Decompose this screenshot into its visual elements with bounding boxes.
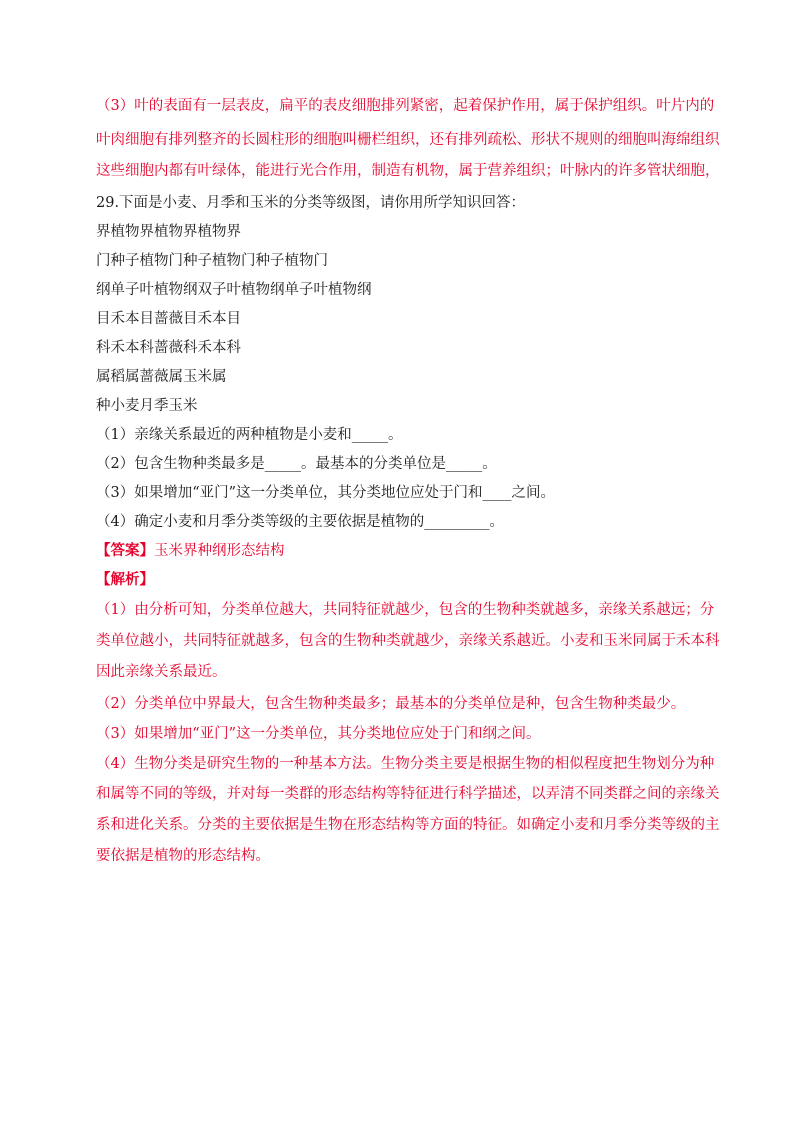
analysis-p4-line-4: 要依据是植物的形态结构。 xyxy=(96,848,270,864)
sub-question-3: （3）如果增加“亚门”这一分类单位，其分类地位应处于门和____之间。 xyxy=(96,485,556,501)
classification-row-kingdom: 界植物界植物界植物界 xyxy=(96,224,241,240)
classification-row-order: 目禾本目蔷薇目禾本目 xyxy=(96,311,241,327)
prev-answer-line-3: 这些细胞内都有叶绿体，能进行光合作用，制造有机物，属于营养组织；叶脉内的许多管状细胞， xyxy=(96,163,720,179)
analysis-p3: （3）如果增加“亚门”这一分类单位，其分类地位应处于门和纲之间。 xyxy=(96,726,541,742)
sub-question-4: （4）确定小麦和月季分类等级的主要依据是植物的_________。 xyxy=(96,514,504,530)
analysis-p4-line-3: 系和进化关系。分类的主要依据是生物在形态结构等方面的特征。如确定小麦和月季分类等级的主 xyxy=(96,817,720,833)
prev-answer-line-1: （3）叶的表面有一层表皮，扁平的表皮细胞排列紧密，起着保护作用，属于保护组织。叶片内的 xyxy=(96,98,715,114)
analysis-label: 【解析】 xyxy=(96,571,154,588)
classification-row-phylum: 门种子植物门种子植物门种子植物门 xyxy=(96,253,328,269)
analysis-p1-line-2: 类单位越小，共同特征就越多，包含的生物种类就越少，亲缘关系越近。小麦和玉米同属于禾本科 xyxy=(96,633,720,649)
answer-text: 玉米界种纲形态结构 xyxy=(154,543,285,559)
analysis-p2: （2）分类单位中界最大，包含生物种类最多；最基本的分类单位是种，包含生物种类最少。 xyxy=(96,696,686,712)
classification-row-genus: 属稻属蔷薇属玉米属 xyxy=(96,369,227,385)
question-stem: 29.下面是小麦、月季和玉米的分类等级图，请你用所学知识回答： xyxy=(96,195,526,211)
sub-question-1: （1）亲缘关系最近的两种植物是小麦和_____。 xyxy=(96,427,403,443)
analysis-p4-line-1: （4）生物分类是研究生物的一种基本方法。生物分类主要是根据生物的相似程度把生物划分为种 xyxy=(96,756,715,772)
prev-answer-line-2: 叶肉细胞有排列整齐的长圆柱形的细胞叫栅栏组织，还有排列疏松、形状不规则的细胞叫海绵组织 xyxy=(96,132,720,148)
answer-label: 【答案】 xyxy=(96,542,154,559)
answer-row xyxy=(96,541,285,561)
classification-row-class: 纲单子叶植物纲双子叶植物纲单子叶植物纲 xyxy=(96,282,372,298)
classification-row-family: 科禾本科蔷薇科禾本科 xyxy=(96,340,241,356)
analysis-p1-line-3: 因此亲缘关系最近。 xyxy=(96,664,227,680)
analysis-p4-line-2: 和属等不同的等级，并对每一类群的形态结构等特征进行科学描述，以弄清不同类群之间的亲缘关 xyxy=(96,786,720,802)
classification-row-species: 种小麦月季玉米 xyxy=(96,398,198,414)
sub-question-2: （2）包含生物种类最多是_____。最基本的分类单位是_____。 xyxy=(96,456,497,472)
analysis-p1-line-1: （1）由分析可知，分类单位越大，共同特征就越少，包含的生物种类就越多，亲缘关系越远；分 xyxy=(96,602,715,618)
